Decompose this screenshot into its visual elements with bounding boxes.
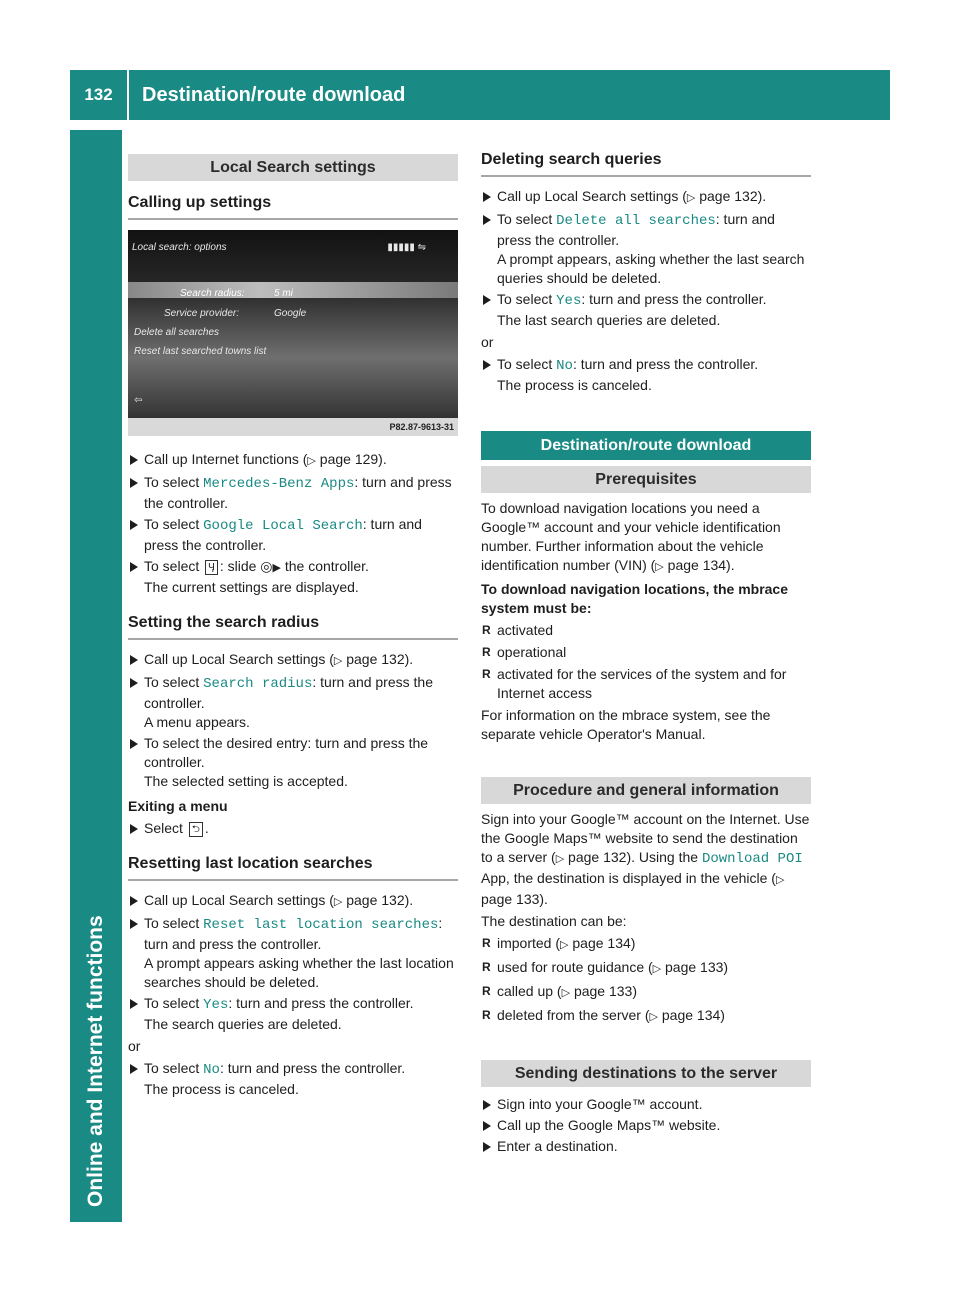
page-ref: page 132). xyxy=(342,892,414,908)
list-item-text: called up ( xyxy=(497,983,562,999)
step-text: To select the desired entry: turn and press the controller. xyxy=(144,735,429,770)
subheading-exiting-menu: Exiting a menu xyxy=(128,798,228,814)
step-text: To select xyxy=(144,1060,204,1076)
step-result: The current settings are displayed. xyxy=(144,579,359,595)
step-text: : turn and press the controller. xyxy=(144,474,452,511)
list-item xyxy=(481,1006,811,1027)
screen-row-provider-value: Google xyxy=(274,308,307,319)
page-header xyxy=(70,70,890,120)
page-ref: page 134) xyxy=(568,935,636,951)
left-column xyxy=(128,154,458,1101)
step-text: Select xyxy=(144,820,187,836)
menu-item-yes: Yes xyxy=(203,997,229,1013)
screen-row-radius-value: 5 mi xyxy=(274,288,293,299)
page-ref: page 132). xyxy=(695,188,767,204)
step-result: The last search queries are deleted. xyxy=(497,312,721,328)
page-ref-arrow-icon: ▷ xyxy=(560,939,569,951)
step-result: The process is canceled. xyxy=(497,377,652,393)
step-text: Call up Local Search settings ( xyxy=(497,188,687,204)
slide-right-icon: ▶ xyxy=(272,562,281,574)
subheading-search-radius: Setting the search radius xyxy=(128,613,458,640)
step-text: To select xyxy=(144,915,204,931)
page-ref-arrow-icon: ▷ xyxy=(686,192,696,204)
step-select-entry xyxy=(128,734,458,791)
page-ref: page 133) xyxy=(570,983,638,999)
step-text: To select xyxy=(144,674,204,690)
right-column xyxy=(481,150,811,1158)
header-divider xyxy=(127,70,129,120)
step-text: : turn and press the controller. xyxy=(144,915,443,952)
page-ref-arrow-icon: ▷ xyxy=(555,853,565,865)
section-heading-destination-download: Destination/route download xyxy=(481,431,811,460)
step-select-delete-all xyxy=(481,210,811,288)
step-text: Call up Local Search settings ( xyxy=(144,892,334,908)
step-text: : turn and press the controller. xyxy=(572,356,759,372)
step-select-yes xyxy=(128,994,458,1034)
step-result: The selected setting is accepted. xyxy=(144,773,348,789)
step-text: To select xyxy=(497,211,557,227)
list-item: R activated for the services of the system and for Internet access xyxy=(481,665,811,703)
paragraph-text: App, the destination is displayed in the vehicle ( xyxy=(481,870,776,886)
page-ref: page 132). Using the xyxy=(564,849,702,865)
step-open-maps: Call up the Google Maps™ website. xyxy=(481,1116,811,1135)
page-ref-arrow-icon: ▷ xyxy=(775,874,785,886)
step-select-reset xyxy=(128,914,458,992)
step-result: A menu appears. xyxy=(144,714,250,730)
or-text: or xyxy=(128,1038,141,1054)
page-ref: page 133) xyxy=(661,959,729,975)
signal-status-icon: ▮▮▮▮▮ ⇋ xyxy=(387,242,426,253)
page-ref: page 129). xyxy=(315,451,387,467)
page-ref-arrow-icon: ▷ xyxy=(655,561,664,573)
app-name-download-poi: Download POI xyxy=(701,851,803,867)
menu-item-delete-all-searches: Delete all searches xyxy=(556,213,716,229)
step-text: : turn and press the controller. xyxy=(219,1060,406,1076)
menu-item-search-radius: Search radius xyxy=(203,676,313,692)
list-item xyxy=(481,958,811,979)
step-text: To select xyxy=(144,516,204,532)
list-item-text: imported ( xyxy=(497,935,561,951)
menu-item-google-local-search: Google Local Search xyxy=(203,518,363,534)
or-text: or xyxy=(481,334,494,350)
step-text: Call up Local Search settings ( xyxy=(144,651,334,667)
page-number: 132 xyxy=(84,85,113,104)
screenshot-local-search-options xyxy=(128,230,458,436)
step-text: : turn and press the controller. xyxy=(497,211,775,248)
paragraph-text: Sign into your Google™ account on the Internet. Use the Google Maps™ website to send the destination to a server ( xyxy=(481,811,810,865)
step-select-options xyxy=(128,557,458,597)
menu-item-reset-searches: Reset last location searches xyxy=(203,917,439,933)
list-item-text: deleted from the server ( xyxy=(497,1007,650,1023)
chapter-label xyxy=(84,447,122,1207)
page-ref: page 134) xyxy=(657,1007,725,1023)
menu-item-no: No xyxy=(203,1062,220,1078)
step-text: : slide xyxy=(219,558,261,574)
section-heading-local-search: Local Search settings xyxy=(128,154,458,181)
screen-row-radius: Search radius: xyxy=(180,288,245,299)
list-item xyxy=(481,934,811,955)
list-item-text: used for route guidance ( xyxy=(497,959,653,975)
page-ref-arrow-icon: ▷ xyxy=(649,1011,658,1023)
step-result: The search queries are deleted. xyxy=(144,1016,342,1032)
step-select-no xyxy=(481,355,811,395)
screen-highlight-row xyxy=(128,282,458,298)
section-heading-sending: Sending destinations to the server xyxy=(481,1060,811,1087)
screen-row-reset: Reset last searched towns list xyxy=(134,346,267,357)
back-icon: ⮌ xyxy=(189,822,203,837)
back-icon: ⇦ xyxy=(134,395,143,406)
subheading-resetting: Resetting last location searches xyxy=(128,854,458,881)
step-text: To select xyxy=(144,995,204,1011)
step-text: To select xyxy=(497,291,557,307)
procedure-paragraph xyxy=(481,810,811,909)
step-text: : turn and press the controller. xyxy=(581,291,767,307)
prerequisites-paragraph xyxy=(481,499,811,577)
step-select-no xyxy=(128,1059,458,1099)
step-text: : turn and press the controller. xyxy=(228,995,414,1011)
mbrace-requirements-heading: To download navigation locations, the mbrace system must be: xyxy=(481,581,788,616)
list-item xyxy=(481,982,811,1003)
page-ref-arrow-icon: ▷ xyxy=(307,455,316,467)
step-sign-in: Sign into your Google™ account. xyxy=(481,1095,811,1114)
step-result: The process is canceled. xyxy=(144,1081,299,1097)
subheading-calling-up: Calling up settings xyxy=(128,193,458,220)
destination-can-be: The destination can be: xyxy=(481,913,627,929)
controller-icon: ◎ xyxy=(260,558,273,574)
step-call-settings xyxy=(128,650,458,671)
step-call-settings xyxy=(481,187,811,208)
page-ref: page 134). xyxy=(663,557,735,573)
page-ref: page 133). xyxy=(481,891,548,907)
page-ref-arrow-icon: ▷ xyxy=(652,963,662,975)
step-select-yes xyxy=(481,290,811,330)
step-select-back xyxy=(128,819,458,838)
page-ref: page 132). xyxy=(342,651,414,667)
options-icon: Ӌ xyxy=(205,560,218,575)
step-text: : turn and press the controller. xyxy=(144,674,433,711)
step-text: To select xyxy=(144,474,204,490)
step-text: To select xyxy=(497,356,557,372)
step-text: . xyxy=(204,820,209,836)
mbrace-info-paragraph: For information on the mbrace system, see the separate vehicle Operator's Manual. xyxy=(481,707,771,742)
step-call-settings xyxy=(128,891,458,912)
screen-row-delete: Delete all searches xyxy=(134,327,220,338)
page-ref-arrow-icon: ▷ xyxy=(333,896,343,908)
screen-title: Local search: options xyxy=(132,242,227,253)
step-text: Call up Internet functions ( xyxy=(144,451,308,467)
step-select-radius xyxy=(128,673,458,732)
step-select-apps xyxy=(128,473,458,513)
step-text: : turn and press the controller. xyxy=(144,516,422,553)
step-select-local-search xyxy=(128,515,458,555)
chapter-label-text: Online and Internet functions xyxy=(84,915,107,1207)
step-call-internet xyxy=(128,450,458,471)
list-item: R operational xyxy=(481,643,811,662)
menu-item-yes: Yes xyxy=(556,293,582,309)
screen-row-provider: Service provider: xyxy=(164,308,240,319)
step-result: A prompt appears, asking whether the last search queries should be deleted. xyxy=(497,251,805,286)
page-ref-arrow-icon: ▷ xyxy=(333,655,343,667)
step-text: To select xyxy=(144,558,204,574)
page-title: Destination/route download xyxy=(142,83,406,106)
subheading-deleting: Deleting search queries xyxy=(481,150,811,177)
list-item: R activated xyxy=(481,621,811,640)
menu-item-mercedes-benz-apps: Mercedes-Benz Apps xyxy=(203,476,355,492)
image-id: P82.87-9613-31 xyxy=(128,418,458,436)
menu-item-no: No xyxy=(556,358,573,374)
step-enter-destination: Enter a destination. xyxy=(481,1137,811,1156)
paragraph-text: To download navigation locations you need a Google™ account and your vehicle identification number. Further information about the vehicle identification number (VIN) ( xyxy=(481,500,781,573)
section-heading-prerequisites: Prerequisites xyxy=(481,466,811,493)
step-text: the controller. xyxy=(280,558,369,574)
section-heading-procedure: Procedure and general information xyxy=(481,777,811,804)
page-ref-arrow-icon: ▷ xyxy=(561,987,571,999)
step-result: A prompt appears asking whether the last location searches should be deleted. xyxy=(144,955,454,990)
